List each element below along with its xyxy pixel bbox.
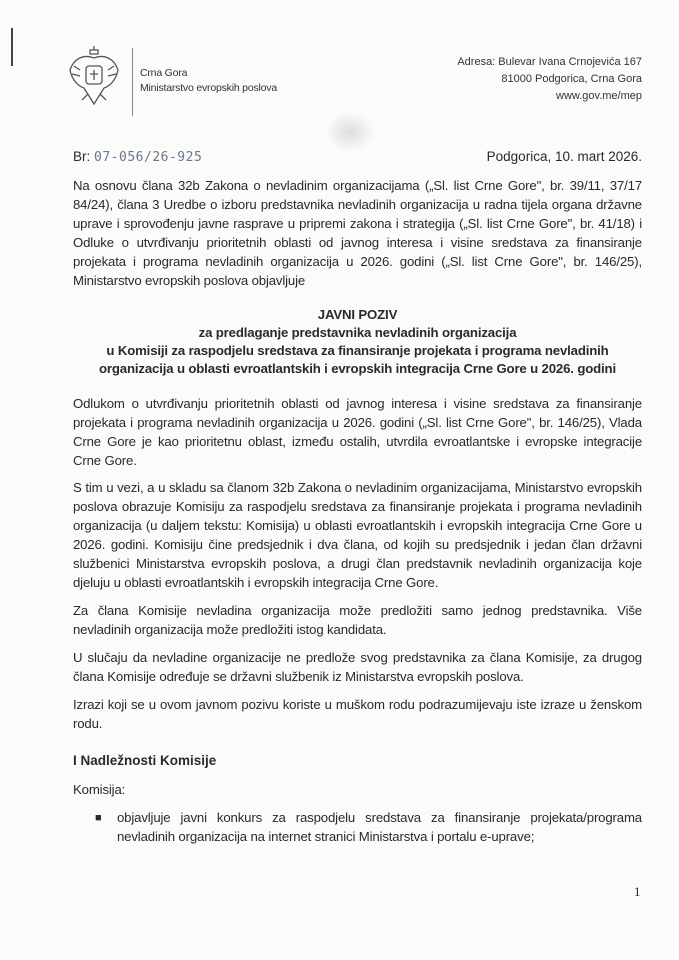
document-subtitle bbox=[73, 324, 642, 378]
subtitle-line: za predlaganje predstavnika nevladinih organizacija bbox=[198, 325, 517, 340]
reference-label: Br: bbox=[73, 149, 91, 164]
reference-number bbox=[73, 149, 202, 165]
paragraph: U slučaju da nevladine organizacije ne predlože svog predstavnika za člana Komisije, za drugog člana Komisije određuje se državni službenik iz Ministarstva evropskih poslova. bbox=[73, 650, 642, 684]
paragraph: Odlukom o utvrđivanju prioritetnih oblasti od javnog interesa i visine sredstava za finansiranje projekata i programa nevladinih organizacija u 2026. godini („Sl. list Crne Gore", br. 146/25), Vlada Crne Gore je kao prioritetnu oblast, između ostalih, utvrdila evroatlantske i evropske integracije Crne Gore. bbox=[73, 396, 642, 468]
document-title: JAVNI POZIV bbox=[317, 307, 398, 322]
place-date: Podgorica, 10. mart 2026. bbox=[486, 149, 642, 164]
paragraph: Izrazi koji se u ovom javnom pozivu koriste u muškom rodu podrazumijevaju iste izraze u ženskom rodu. bbox=[73, 697, 642, 731]
intro-paragraph: Na osnovu člana 32b Zakona o nevladinim organizacijama („Sl. list Crne Gore", br. 39/11, 37/17 84/24), člana 3 Uredbe o izboru predstavnika nevladinih organizacija u radna tijela organa državne uprave i sprovođenju javne rasprave u pripremi zakona i strategija („Sl. list Crne Gore", br. 41/18) i Odluke o utvrđivanju prioritetnih oblasti od javnog interesa i visine sredstava za finansiranje projekata i programa nevladinih organizacija u 2026. godini („Sl. list Crne Gore", br. 146/25), Ministarstvo evropskih poslova objavljuje bbox=[73, 178, 642, 288]
header-divider bbox=[132, 48, 133, 116]
list-item: objavljuje javni konkurs za raspodjelu sredstava za finansiranje projekata/programa nevladinih organizacija na internet stranici Ministarstva i portalu e-uprave; bbox=[117, 810, 642, 844]
subtitle-line: organizacija u oblasti evroatlantskih i evropskih integracija Crne Gore u 2026. godini bbox=[99, 361, 616, 376]
paragraph: Za člana Komisije nevladina organizacija može predložiti samo jednog predstavnika. Više nevladinih organizacija može predložiti istog kandidata. bbox=[73, 603, 642, 637]
subtitle-line: u Komisiji za raspodjelu sredstava za finansiranje projekata i programa nevladinih bbox=[106, 343, 609, 358]
address-line: 81000 Podgorica, Crna Gora bbox=[501, 73, 642, 85]
ministry-name: Ministarstvo evropskih poslova bbox=[140, 82, 277, 94]
coat-of-arms-logo bbox=[66, 44, 122, 110]
section-heading: I Nadležnosti Komisije bbox=[73, 753, 217, 768]
faint-stamp bbox=[325, 112, 375, 152]
country-name: Crna Gora bbox=[140, 67, 188, 79]
section-lead: Komisija: bbox=[73, 782, 126, 797]
page-number: 1 bbox=[634, 884, 641, 899]
address-line: Adresa: Bulevar Ivana Crnojevića 167 bbox=[457, 56, 642, 68]
paragraph: S tim u vezi, a u skladu sa članom 32b Zakona o nevladinim organizacijama, Ministarstvo evropskih poslova obrazuje Komisiju za raspodjelu sredstava za finansiranje projekata i programa nevladinih organizacija (u daljem tekstu: Komisija) u oblasti evroatlantskih i evropskih integracija Crne Gore u 2026. godini. Komisiju čine predsjednik i dva člana, od kojih su predsjednik i jedan član državni službenici Ministarstva evropskih poslova, a drugi član predstavnik nevladinih organizacija koje djeluju u oblasti evroatlantskih i evropskih integracija Crne Gore. bbox=[73, 480, 642, 590]
scan-mark bbox=[11, 28, 13, 66]
address-block bbox=[457, 54, 642, 105]
bullet-icon: ■ bbox=[95, 812, 102, 824]
website-link[interactable]: www.gov.me/mep bbox=[556, 90, 642, 102]
handwritten-number: 07-056/26-925 bbox=[94, 150, 203, 165]
